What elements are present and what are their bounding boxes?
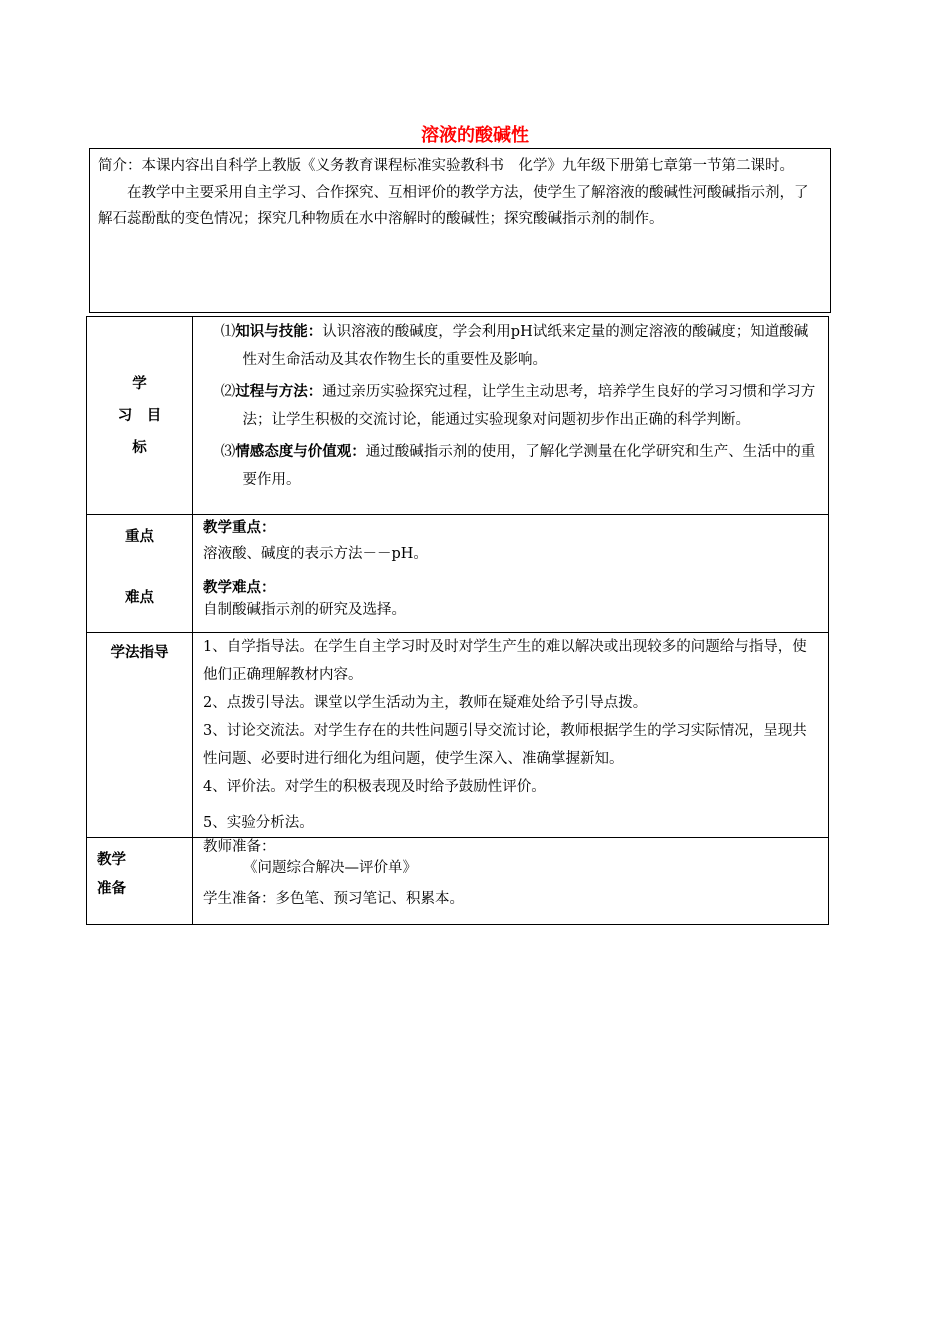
intro-methods: 在教学中主要采用自主学习、合作探究、互相评价的教学方法，使学生了解溶液的酸碱性河酸碱指示剂，了解石蕊酚酞的变色情况；探究几种物质在水中溶解时的酸碱性；探究酸碱指示剂的制作。 [98, 184, 809, 227]
method-row [87, 633, 829, 838]
goal-head: 过程与方法： [235, 384, 323, 400]
intro-summary: 简介：本课内容出自科学上教版《义务教育课程标准实验教科书 化学》九年级下册第七章第一节第二课时。 [98, 158, 794, 174]
method-label-cell [87, 633, 193, 838]
key-text-a: 溶液酸、碱度的表示方法－－pH。 [203, 546, 428, 562]
method-item: 5、实验分析法。 [203, 815, 314, 831]
goal-head: 知识与技能： [235, 324, 323, 340]
prep-student: 学生准备：多色笔、预习笔记、积累本。 [203, 891, 464, 907]
prep-label-1: 教学 [97, 852, 126, 868]
key-label-a: 重点 [125, 529, 154, 545]
key-content-cell [193, 515, 829, 633]
goals-label-3: 标 [132, 439, 147, 456]
page-title: 溶液的酸碱性 [421, 125, 529, 146]
goal-item [215, 378, 818, 434]
goal-text: 通过酸碱指示剂的使用，了解化学测量在化学研究和生产、生活中的重要作用。 [242, 444, 816, 488]
method-item: 3、讨论交流法。对学生存在的共性问题引导交流讨论，教师根据学生的学习实际情况，呈现共性问题、必要时进行细化为组问题，使学生深入、准确掌握新知。 [203, 723, 807, 767]
method-label: 学法指导 [110, 645, 169, 661]
key-head-b: 教学难点： [203, 580, 276, 596]
goal-num: ⑶ [220, 444, 236, 460]
goal-item [215, 318, 818, 374]
goal-text: 认识溶液的酸碱度，学会利用pH试纸来定量的测定溶液的酸碱度；知道酸碱性对生命活动及其农作物生长的重要性及影响。 [242, 324, 809, 368]
goals-label-2: 习 目 [117, 407, 162, 424]
key-label-b: 难点 [125, 590, 154, 606]
prep-label-cell [87, 838, 193, 925]
prep-teacher: 教师准备： [203, 839, 276, 855]
key-label-cell [87, 515, 193, 633]
prep-teacher-item: 《问题综合解决—评价单》 [243, 860, 417, 876]
key-points-row [87, 515, 829, 633]
method-item: 4、评价法。对学生的积极表现及时给予鼓励性评价。 [203, 779, 546, 795]
prep-content-cell [193, 838, 829, 925]
goal-num: ⑵ [220, 384, 236, 400]
goals-label-cell [87, 317, 193, 515]
prep-label-2: 准备 [97, 881, 126, 897]
key-head-a: 教学重点： [203, 520, 276, 536]
goal-item [215, 438, 818, 494]
goal-text: 通过亲历实验探究过程，让学生主动思考，培养学生良好的学习习惯和学习方法；让学生积极的交流讨论，能通过实验现象对问题初步作出正确的科学判断。 [242, 384, 816, 428]
lesson-plan-table [86, 316, 829, 925]
method-item: 1、自学指导法。在学生自主学习时及时对学生产生的难以解决或出现较多的问题给与指导，使他们正确理解教材内容。 [203, 639, 807, 683]
goal-head: 情感态度与价值观： [235, 444, 366, 460]
intro-box [89, 148, 831, 313]
goal-num: ⑴ [220, 324, 236, 340]
goals-content-cell [193, 317, 829, 515]
goals-label-1: 学 [132, 375, 147, 392]
method-content-cell [193, 633, 829, 838]
method-item: 2、点拨引导法。课堂以学生活动为主，教师在疑难处给予引导点拨。 [203, 695, 648, 711]
prep-row [87, 838, 829, 925]
key-text-b: 自制酸碱指示剂的研究及选择。 [203, 602, 406, 618]
goals-row [87, 317, 829, 515]
